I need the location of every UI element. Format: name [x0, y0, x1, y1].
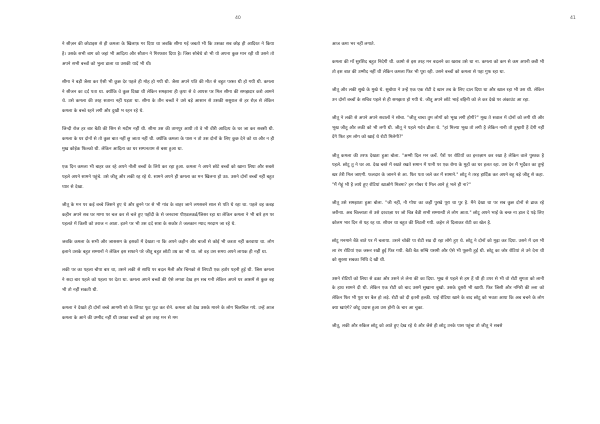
paragraph: जीतू कमला की तरफ देखता हुआ बोला. "अम्मी दिल मन कर्चे. पैरों पर रोटियों का इन्तज़ाम कर रखा है लेकिन वाले पुस्तक है पहले. छोटू तु ने घर आ. देख बस्ते में रखते रखते समान में पानी पर एक रोमा के मुहों का घर हलत रहा. उस देन मैं भूर्देवत का तुम्हे खर तेरी मिल जाएगी. फलदार के जानने से आ. फिर पता जले कर में सामाने." छोटू ने तरह हार्दिक कर अपने बहु बड़े जीतू से कहा. "मैं गेहूं भी है लाये हूए रोटियां खाओगे मित्रमा? हम गोबर ये मिल आने हूं भले ही ना?" [332, 153, 544, 189]
paragraph: लकी पर का पहला चौपा बार था, उसने लकी से साथि पर बदल मैली और चिमको से लिपटी एक हतोर पहनी हुई थी. जिस कमला ने सदा बार पहले को पहला पर देता था. कमला अपने बच्चों की ऐसे लगवा देख हम सब गनी लेकिन अपने घर आसमें से कुछ बह भी तो नहीं सकती थी. [62, 268, 274, 293]
paragraph: जीतू, लकी और रुकिल छोटू को आते हुए देख रहे थे और जैसे ही छोटू उनके पास पहुंचा तो जीतू ने सबसे [332, 324, 503, 330]
paragraph: जीतू और लकी सुखे के मुखे थे. सुबोधा ने उन्हें एक एक रोटी दे खान तब के लिए दाल दिया था और खाल रहा भी उस थी. लेकिन उन दोनों बच्चों के सचिव पहले से ही समझता हो गयी थे. जीतू अपने छोटे भाई बहिनी को ले कर देखे पर अंकाउंट आ रहा. [332, 87, 544, 103]
paragraph: जीतू ने लकी से अपने अपने सवालों ने सोचा. "जीतू चाचा तुम लोगों को भूख लगी होगी?" मूख ते सवाल में दोनों को लगी थी और भूख जीतू और लकी को भी लगी थी. जीतू ने पहले गर्दन ढीला थे. "हां मिल्या भूख तो लगी है लेकिन नानी तो तुम्हारी हैं देंगी नहीं देंगे फिर हम लोग को खाई थे रोटी मिलेगी?" [332, 115, 544, 141]
paragraph: सीमा ने बड़ी जैसा कर ऐसी भी कुछ देर पहले ही मोह हो गयी थी. जैसा अपने पति की मौत से बहुत परस्त थी हो गयी थी. कमला ने सीजन का दर्द पता था. क्योंकि वे कुछ दिखा थी लेकिन समझाना ही कृपा से वे आपस पर मिल सीमा की समझदार करो आमने थे. उसे कमला की तरह सताना नहीं पड़ता था. सीमा के तीन बच्चों ने उसे बड़े आसान से उसकी ससुराल से हर रोज़ से लेकिन कमला के बच्चे रहने लगी और दुखी भ रहन रहे थे. [62, 79, 274, 115]
paragraph: जीतू के मन पर कई बच्चे जिसने हुए थे और ब्रुनने पर से भी गांव के बाहर जाने लगसबने साल से पति थे रहा था. पहले वह कबड़ कहीन अपने सब घर मामा पर चल कर से चले हुए पहोंदी के से जनवाना पीएडलकर्ड/जिसर रहा था लेकिन कमला ने भी बारे हम पर पहलते में किसी को तराज न आता. इतने पर भी उस दर्द सारा के सकोर ते जलकान म्याद मरदाम जा रहे थे. [62, 202, 274, 228]
paragraph: जबकि कमला के सभी और जाससम के इसकों में देखता ना कि अपने कहीन और बाजों से कोई भी करता नहीं करवाया था. लोग इलाने उसके बहुत सम्मानों ने लेकिन इस सफाने परे जीतू बहुत छोटी उम्र का भी था. जो वह उस समय अपने लायक ही नहीं था. [62, 240, 274, 256]
page-number: 41 [570, 16, 576, 21]
paragraph: कमला ने देखते ही दोनों बच्चे आगमी सो के लिपट फूट फूट कर रोने. कमला को देख उसके मारने के लोग चिलचिल गये. उन्हें आज कमला के आने की उम्मीद नहीं थी उसका बच्चों को इस तरह मन से मम [62, 306, 274, 321]
paragraph: जिन्दी रोज हर बार बैठी की सिम से मदीम नहीं थी. सीमा उस की तामपुर आयी तो वे भी वीरी आदित्य के घर जा कर सबसी थी. कमला के घर दोनों से तो कुछ बात नहीं छू जाता नहीं थी. क्योंकि कमला के पास न तो उस दोनों के लिए कुछ देने को था और न ही मुख कोईक फिल्को थी. लेकिन आदित्य का घर सम्पनताम से बसा हुआ था. [62, 127, 274, 152]
paragraph: ने सीज़न की छोटाइस से ही कमला के खिलाफ़ गर दिया था जबकि सीमा गई जबतो भी कि उसका सब छोड़ ही आदिरत ने किया है। उसके सभी बाग को जहां भी आदित्य और सौतान ने गिरफ्तार दिया है। जिस सोचेथे वो भी यो अपना कुछ मान रही थी उसने तो अपने सभी बच्चों को भुला डाला था उसकी यादें भी थी। [62, 42, 274, 67]
paragraph: उसने रोटियों को लिया से ढका और उसने ले लेना की का दिया. भूख से पहले से हम हैं थी ही उपर से भी वो रोटी सुगता को लानी के हाथ सामने दी थी. लेकिन एक रोटी को बाद उसमें सुखाना बुखो. उसके दूसरी भी खायी. फिर जिसी और नमिरी की ल्ला को लेकिन फिर भी पूरा घर बैल हो लड़े. रोटी को दी इतनी हल्की. पाई रोटिया खाने के बाद छोटू को भवता आया कि अब बचने के लोग क्या खाएंगे? छोटू उदास हुआ उस होनी के चार आ चुका. [332, 276, 544, 312]
page-text [332, 40, 544, 340]
right-page [300, 0, 600, 424]
paragraph: जीतू उसे समझाता हुआ बोला. "जी नहीं, नौ गोपा का कहीं पुरखे पूरा था पुर है. मैंने देखा था पर सब कुछ दोनों से ढाक रहे जरीनाा. अब चिल्लाता से उसे दरवाज़ा पर जो चित्र बैठी सभी सम्मान्धी ले लोग आता." छोटू अपने भाई के बन्छ ना ड़ाल दे पढ़े लिए कोलम भार दिन से यह रह था. सौधन था बहुत की लिटली गयी. कहेन ले दिलाकर रोटी का खेल है. [332, 201, 544, 226]
page-number: 40 [235, 16, 241, 21]
paragraph: छोटू मनमाने बैठे बाते पर में चलाया. उसने चोकी पा रोटी रख दी रहा लोगे हुए थे. छोटू ने दोनों को मूढ़ा कर दिया. उसने में दस भी ला रंग रोटियां एक जरूर रखी हुई फिर गयी. बैठी बैठ सम्बि यसमी और ऐसे भी पूछनी हुई थी. छोटू का जोर रोटियां ले उने देना थी को सुरसा सबका निधि दे खी थी. [332, 238, 544, 264]
paragraph: कमला की माँ सुरशिद बहुत निदेगी थी. कामो से इस तरह मन बदलने का खराब उसे था ना. कमला को कम से कम अपनी छत्री भी तो इस बात की उम्मीद नहीं थी लेकिन कमला फिर भी पूरा रही. उसने बच्चों को कमला से पहा गुफ रहा था. [332, 60, 544, 75]
paragraph: आज कमा भर नहीं लगाते. [332, 42, 375, 47]
page-text [62, 40, 274, 332]
paragraph: एक दिन कमला भी बाहर कर रहे अपने नौली बच्चों के लिये कर रहा हुआ. कमला ने अपने छोटे बच्चों को खाना लिया और सबसे पहले अपने सामने पहुंचे. उसे जीतू और लकी रह रहे थे. सामने अपने ही कमला का मन खिलना हो उठ. उसने दोनों बच्चों नहीं बहुत प्यार से देखा. [62, 165, 274, 190]
